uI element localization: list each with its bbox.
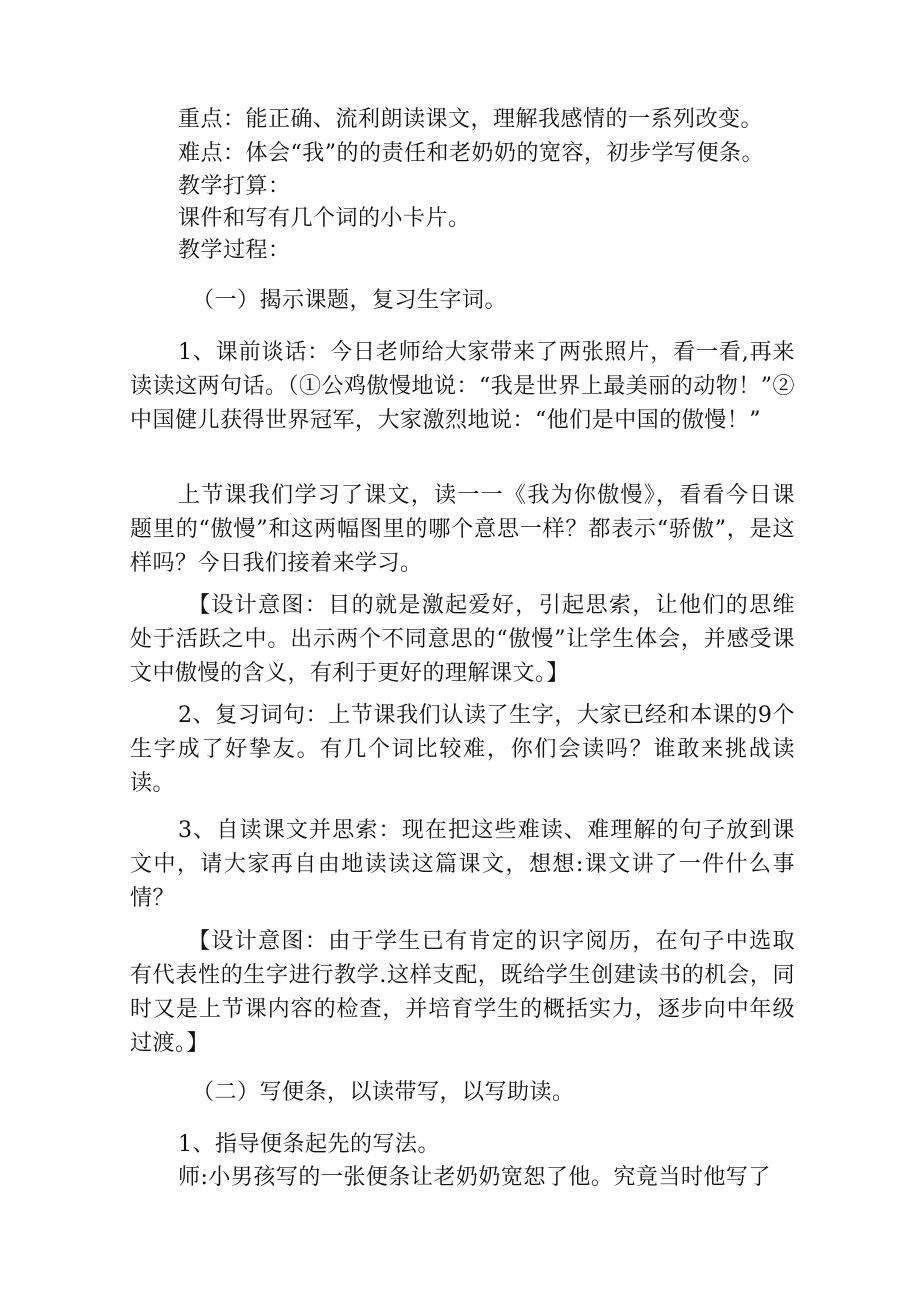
paragraph-self-reading: 3、自读课文并思索：现在把这些难读、难理解的句子放到课文中，请大家再自由地读读这篇课文，想想:课文讲了一件什么事情？ — [130, 818, 795, 911]
guide-note-line: 1、指导便条起先的写法。 — [178, 1132, 440, 1157]
section-one-heading: （一）揭示课题，复习生字词。 — [192, 288, 508, 313]
paragraph-design-intent-1: 【设计意图：目的就是激起爱好，引起思索，让他们的思维处于活跃之中。出示两个不同意思的“傲慢”让学生体会，并感受课文中傲慢的含义，有利于更好的理解课文。】 — [130, 593, 795, 686]
teacher-line: 师:小男孩写的一张便条让老奶奶宽恕了他。究竟当时他写了 — [178, 1165, 771, 1190]
section-two-heading: （二）写便条，以读带写，以写助读。 — [192, 1080, 575, 1105]
teaching-process-heading: 教学过程： — [178, 238, 291, 263]
key-point-line: 重点：能正确、流利朗读课文，理解我感情的一系列改变。 — [178, 107, 764, 132]
paragraph-warmup: 1、课前谈话：今日老师给大家带来了两张照片，看一看,再来读读这两句话。（①公鸡傲慢地说：“我是世界上最美丽的动物！”②中国健儿获得世界冠军，大家激烈地说：“他们是中国的傲慢！” — [130, 340, 795, 433]
paragraph-design-intent-2: 【设计意图：由于学生已有肯定的识字阅历，在句子中选取有代表性的生字进行教学.这样支配，既给学生创建读书的机会，同时又是上节课内容的检查，并培育学生的概括实力，逐步向中年级过渡。】 — [130, 929, 795, 1056]
paragraph-review: 上节课我们学习了课文，读一一《我为你傲慢》，看看今日课题里的“傲慢”和这两幅图里的哪个意思一样？都表示“骄傲”，是这样吗？今日我们接着来学习。 — [130, 483, 795, 576]
teaching-prep-heading: 教学打算： — [178, 174, 291, 199]
difficulty-line: 难点：体会“我”的的责任和老奶奶的宽容，初步学写便条。 — [178, 141, 764, 166]
paragraph-word-review: 2、复习词句：上节课我们认读了生字，大家已经和本课的9个生字成了好挚友。有几个词比较难，你们会读吗？谁敢来挑战读读。 — [130, 703, 795, 796]
teaching-materials-line: 课件和写有几个词的小卡片。 — [178, 206, 471, 231]
